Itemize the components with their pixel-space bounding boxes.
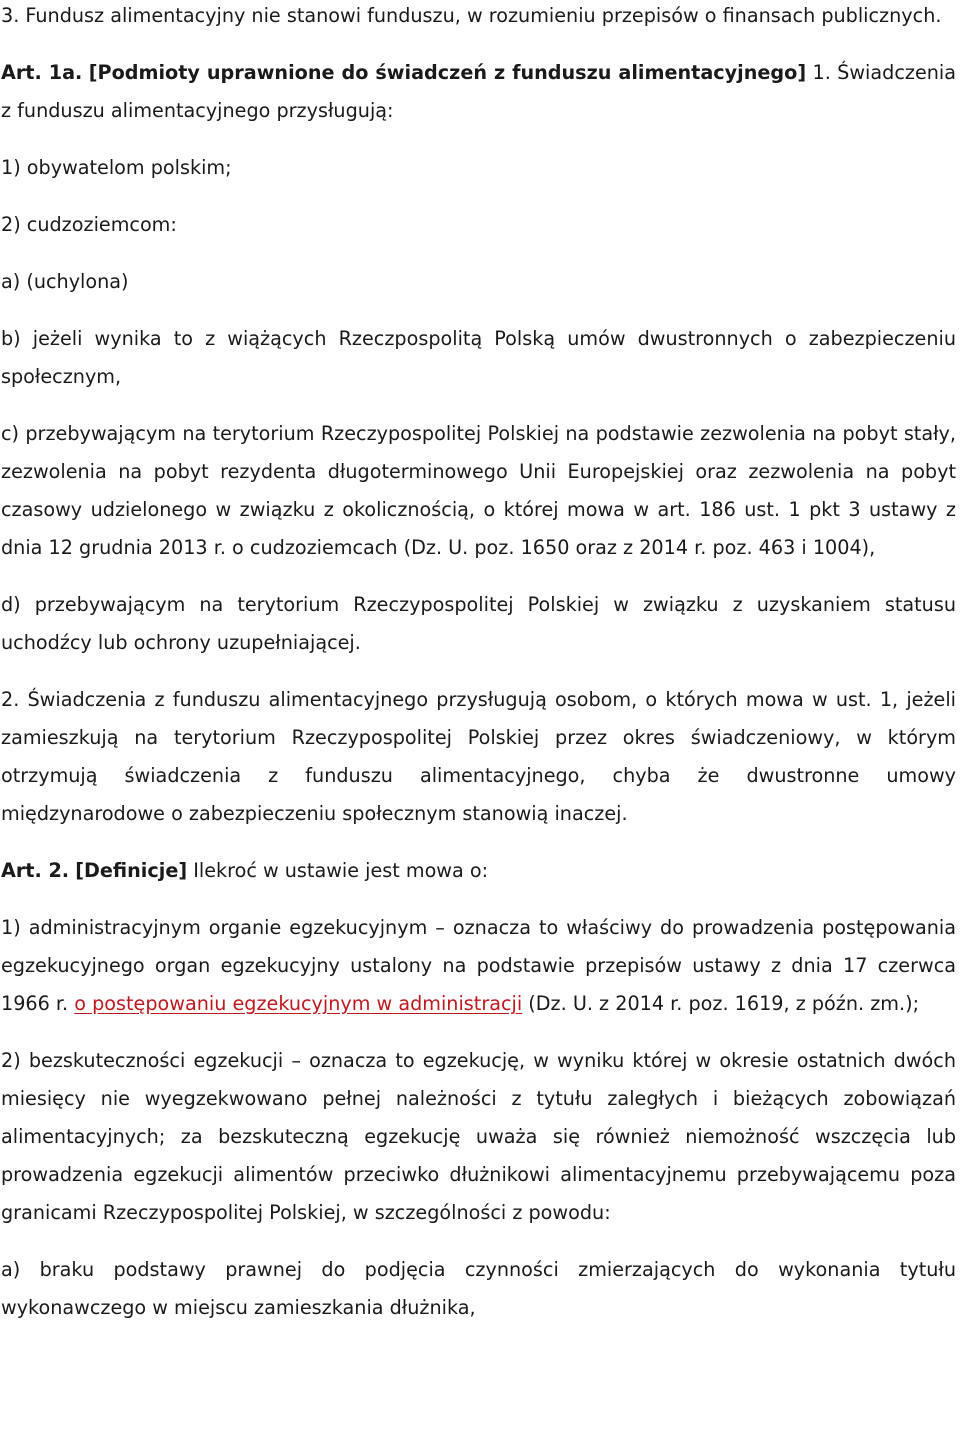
article-intro-text: Ilekroć w ustawie jest mowa o: <box>187 859 489 882</box>
article-2-heading <box>1 852 956 890</box>
definition-citation: (Dz. U. z 2014 r. poz. 1619, z późn. zm.); <box>522 992 920 1015</box>
list-item-bilateral-agreements: b) jeżeli wynika to z wiążących Rzeczpospolitą Polską umów dwustronnych o zabezpieczeniu społecznym, <box>1 327 956 388</box>
article-title: [Podmioty uprawnione do świadczeń z funduszu alimentacyjnego] <box>88 61 807 84</box>
article-intro-text: 1. Świadczenia z funduszu alimentacyjnego przysługują: <box>1 61 956 122</box>
list-item-repealed: a) (uchylona) <box>1 270 129 293</box>
paragraph-fund-status: 3. Fundusz alimentacyjny nie stanowi funduszu, w rozumieniu przepisów o finansach publicznych. <box>1 4 942 27</box>
definition-ineffective-enforcement: 2) bezskuteczności egzekucji – oznacza to egzekucję, w wyniku której w okresie ostatnich dwóch miesięcy nie wyegzekwowano pełnej należności z tytułu zaległych i bieżących zobowiązań alimentacyjnych; za bezskuteczną egzekucję uważa się również niemożność wszczęcia lub prowadzenia egzekucji alimentów przeciwko dłużnikowi alimentacyjnemu przebywającemu poza granicami Rzeczypospolitej Polskiej, w szczególności z powodu: <box>1 1049 956 1224</box>
article-label: Art. 1a. <box>1 61 83 84</box>
statute-link[interactable]: o postępowaniu egzekucyjnym w administracji <box>74 992 523 1015</box>
legal-document <box>1 0 956 1327</box>
paragraph-residence-requirement: 2. Świadczenia z funduszu alimentacyjnego przysługują osobom, o których mowa w ust. 1, jeżeli zamieszkują na terytorium Rzeczypospolitej Polskiej przez okres świadczeniowy, w którym otrzymują świadczenia z funduszu alimentacyjnego, chyba że dwustronne umowy międzynarodowe o zabezpieczeniu społecznym stanowią inaczej. <box>1 688 956 825</box>
list-item-residence-permit: c) przebywającym na terytorium Rzeczypospolitej Polskiej na podstawie zezwolenia na pobyt stały, zezwolenia na pobyt rezydenta długoterminowego Unii Europejskiej oraz zezwolenia na pobyt czasowy udzielonego w związku z okolicznością, o której mowa w art. 186 ust. 1 pkt 3 ustawy z dnia 12 grudnia 2013 r. o cudzoziemcach (Dz. U. poz. 1650 oraz z 2014 r. poz. 463 i 1004), <box>1 422 956 559</box>
article-1a-heading <box>1 54 956 130</box>
list-item-no-legal-basis: a) braku podstawy prawnej do podjęcia czynności zmierzających do wykonania tytułu wykonawczego w miejscu zamieszkania dłużnika, <box>1 1258 956 1319</box>
definition-enforcement-authority <box>1 909 956 1023</box>
list-item-refugee-status: d) przebywającym na terytorium Rzeczypospolitej Polskiej w związku z uzyskaniem statusu uchodźcy lub ochrony uzupełniającej. <box>1 593 956 654</box>
list-item-foreigners: 2) cudzoziemcom: <box>1 213 177 236</box>
list-item-polish-citizens: 1) obywatelom polskim; <box>1 156 232 179</box>
article-title: [Definicje] <box>75 859 188 882</box>
article-label: Art. 2. <box>1 859 70 882</box>
definition-text: 1) administracyjnym organie egzekucyjnym – oznacza to właściwy do prowadzenia postępowania egzekucyjnego organ egzekucyjny ustalony na podstawie przepisów ustawy z dnia 17 czerwca 1966 r. <box>1 916 956 1015</box>
